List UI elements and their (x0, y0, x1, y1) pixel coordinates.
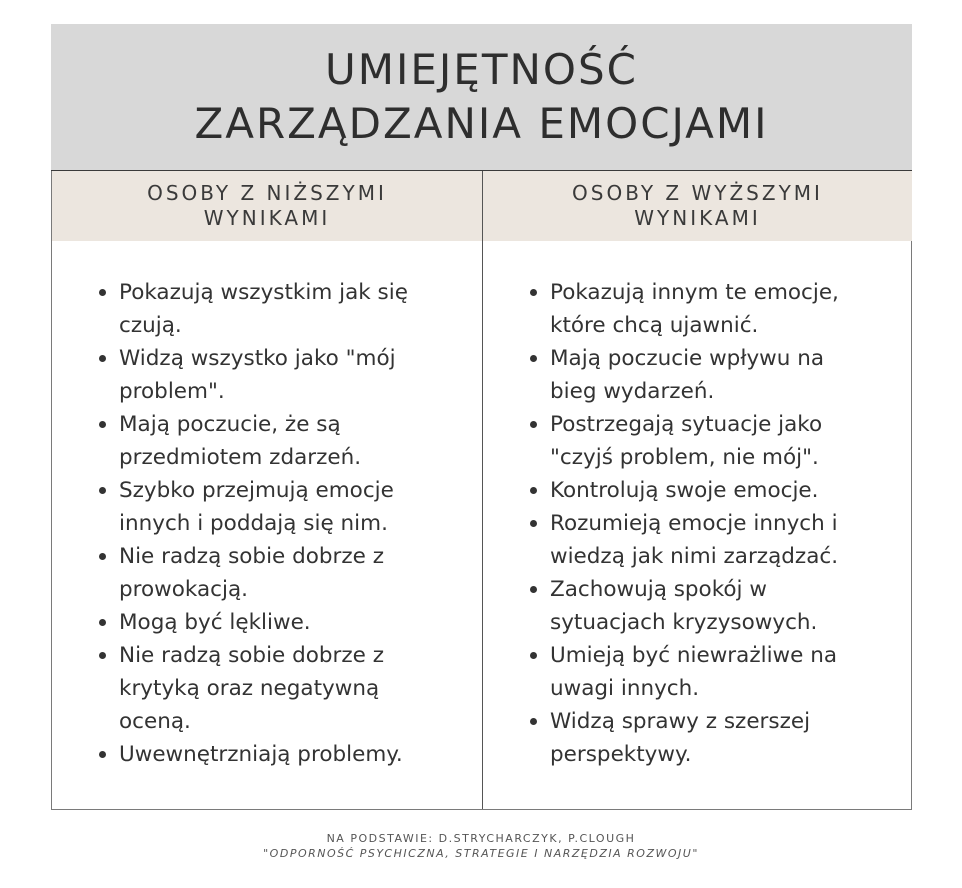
column-header-line-2: WYNIKAMI (203, 206, 331, 230)
list-item (97, 639, 447, 738)
list-item (97, 408, 447, 474)
list-item-text: wiedzą jak nimi zarządzać. (550, 544, 839, 569)
bullet-icon (530, 718, 537, 725)
column-header-higher-scores (483, 171, 912, 241)
bullet-icon (99, 487, 106, 494)
list-item (528, 705, 878, 771)
list-item (528, 342, 878, 408)
column-header-line-2: WYNIKAMI (634, 206, 761, 230)
list-item-text: przedmiotem zdarzeń. (119, 445, 362, 470)
column-higher-scores (483, 171, 912, 809)
list-item-text: sytuacjach kryzysowych. (550, 610, 818, 635)
bullet-icon (99, 652, 106, 659)
list-item-text: oceną. (119, 709, 191, 734)
bullet-icon (530, 520, 537, 527)
comparison-table (51, 171, 912, 810)
bullet-icon (99, 619, 106, 626)
list-item (528, 276, 878, 342)
source-footer (0, 831, 962, 861)
list-item-text: Mogą być lękliwe. (119, 610, 311, 635)
bullet-icon (530, 487, 537, 494)
title-line-2: ZARZĄDZANIA EMOCJAMI (194, 99, 769, 148)
list-item-text: Nie radzą sobie dobrze z (119, 544, 385, 569)
list-item-text: Widzą sprawy z szerszej (550, 709, 811, 734)
list-item-text: problem". (119, 379, 225, 404)
bullet-icon (99, 553, 106, 560)
source-line-2: "ODPORNOŚĆ PSYCHICZNA, STRATEGIE I NARZĘDZIA ROZWOJU" (263, 847, 699, 860)
list-item (97, 738, 447, 771)
list-item-text: innych i poddają się nim. (119, 511, 388, 536)
list-item (528, 474, 878, 507)
list-item-text: które chcą ujawnić. (550, 313, 759, 338)
title-banner (51, 24, 912, 171)
list-item-text: czują. (119, 313, 182, 338)
list-item-text: uwagi innych. (550, 676, 700, 701)
infographic-card (51, 24, 912, 810)
bullet-icon (530, 355, 537, 362)
higher-scores-list (528, 276, 878, 771)
list-item-text: Pokazują innym te emocje, (550, 280, 839, 305)
bullet-icon (99, 751, 106, 758)
bullet-icon (530, 421, 537, 428)
bullet-icon (530, 289, 537, 296)
list-item-text: perspektywy. (550, 742, 692, 767)
list-item-text: krytyką oraz negatywną (119, 676, 380, 701)
list-item-text: Uwewnętrzniają problemy. (119, 742, 403, 767)
list-item (528, 639, 878, 705)
list-item-text: Postrzegają sytuacje jako (550, 412, 823, 437)
list-item (97, 474, 447, 540)
list-item (97, 606, 447, 639)
list-item-text: Zachowują spokój w (550, 577, 767, 602)
title-line-1: UMIEJĘTNOŚĆ (325, 45, 638, 94)
list-item-text: "czyjś problem, nie mój". (550, 445, 819, 470)
list-item (97, 540, 447, 606)
bullet-icon (530, 586, 537, 593)
lower-scores-list (97, 276, 447, 771)
bullet-icon (99, 289, 106, 296)
list-item (97, 342, 447, 408)
source-line-1: NA PODSTAWIE: D.STRYCHARCZYK, P.CLOUGH (326, 832, 636, 845)
list-item-text: Umieją być niewrażliwe na (550, 643, 837, 668)
list-item-text: Pokazują wszystkim jak się (119, 280, 408, 305)
list-item-text: prowokacją. (119, 577, 248, 602)
list-item-text: Mają poczucie wpływu na (550, 346, 825, 371)
list-item (528, 408, 878, 474)
list-item (528, 573, 878, 639)
column-header-lower-scores (52, 171, 482, 241)
column-header-line-1: OSOBY Z NIŻSZYMI (147, 181, 387, 205)
list-item (97, 276, 447, 342)
list-item-text: Nie radzą sobie dobrze z (119, 643, 385, 668)
bullet-icon (530, 652, 537, 659)
list-item-text: bieg wydarzeń. (550, 379, 715, 404)
column-lower-scores (52, 171, 482, 809)
list-item-text: Rozumieją emocje innych i (550, 511, 838, 536)
list-item-text: Szybko przejmują emocje (119, 478, 394, 503)
list-item-text: Widzą wszystko jako "mój (119, 346, 396, 371)
bullet-icon (99, 421, 106, 428)
list-item-text: Mają poczucie, że są (119, 412, 341, 437)
list-item-text: Kontrolują swoje emocje. (550, 478, 819, 503)
list-item (528, 507, 878, 573)
bullet-icon (99, 355, 106, 362)
column-header-line-1: OSOBY Z WYŻSZYMI (572, 181, 823, 205)
